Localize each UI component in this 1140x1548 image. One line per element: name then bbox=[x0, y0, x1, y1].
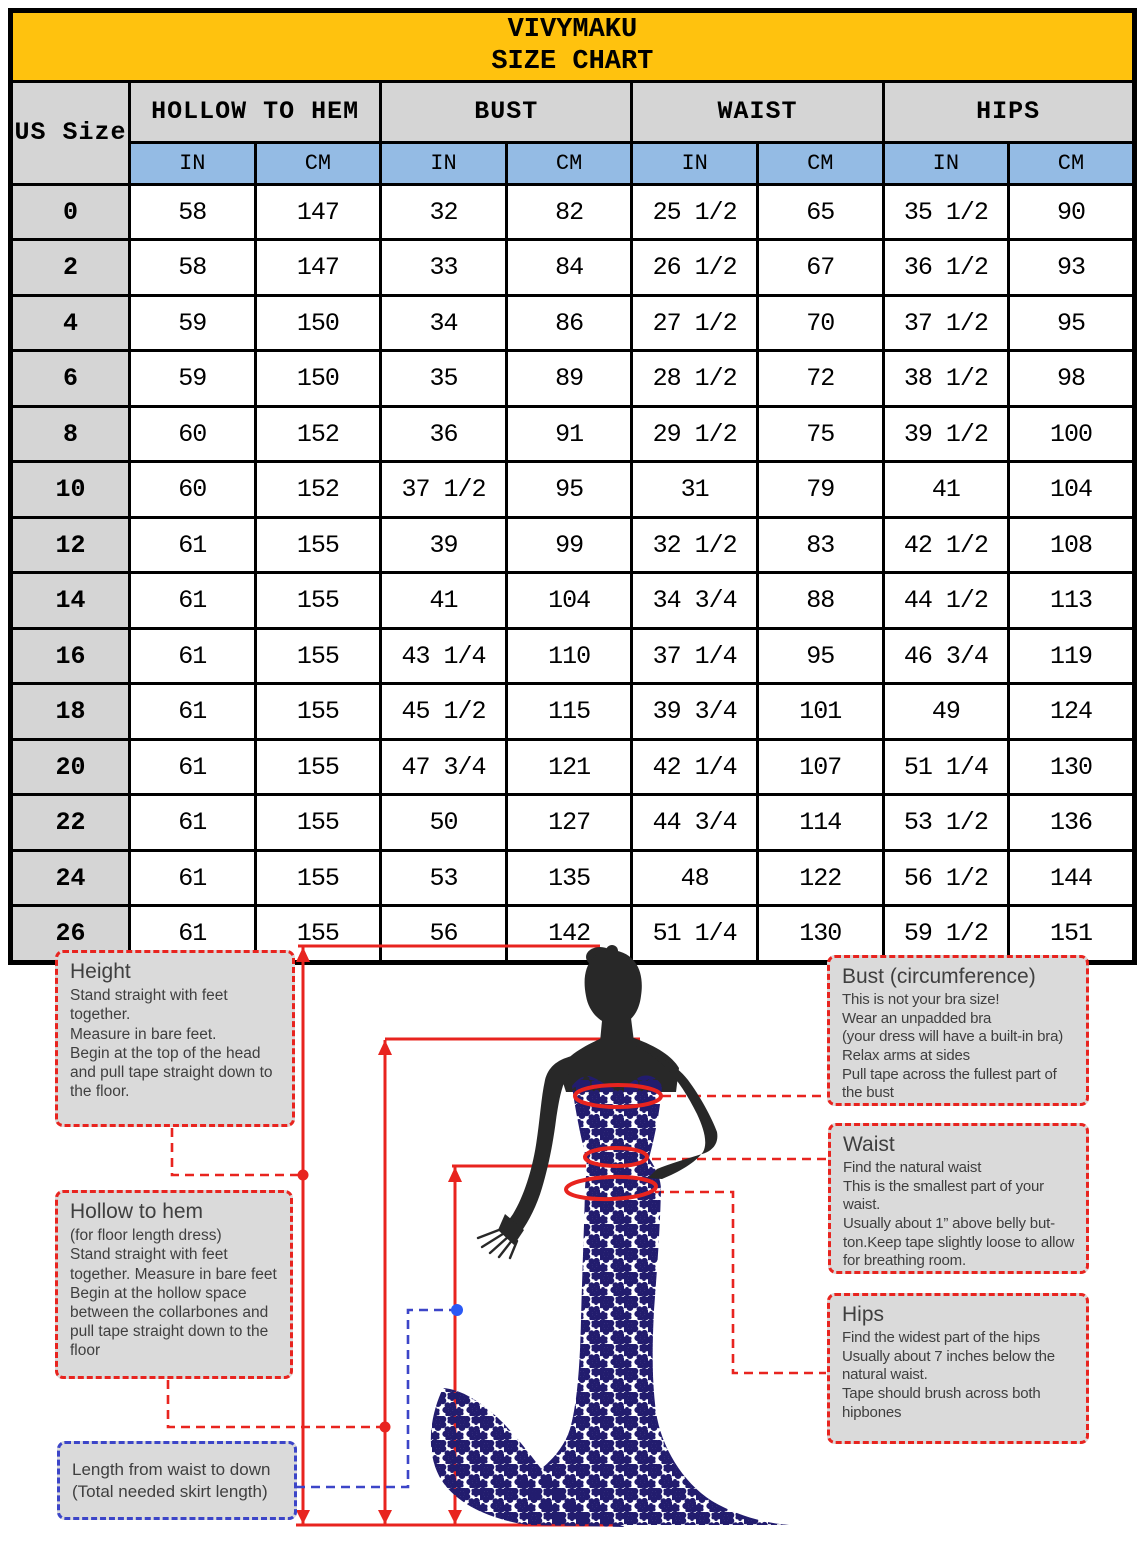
measurement-cell: 35 1/2 bbox=[883, 184, 1009, 240]
table-row bbox=[11, 406, 1135, 462]
brand-name: VIVYMAKU bbox=[507, 15, 638, 45]
us-size-cell: 26 bbox=[11, 906, 130, 963]
waist-line: Find the natural waist bbox=[843, 1159, 982, 1177]
measurement-cell: 147 bbox=[255, 240, 381, 296]
measurement-cell: 37 1/2 bbox=[381, 462, 507, 518]
height-line: Begin at the top of the head and pull tape straight down to the floor. bbox=[70, 1044, 273, 1101]
skirt-box-connector bbox=[296, 1310, 453, 1487]
measurement-cell: 36 bbox=[381, 406, 507, 462]
table-row bbox=[11, 739, 1135, 795]
measurement-cell: 56 bbox=[381, 906, 507, 963]
measurement-cell: 95 bbox=[506, 462, 632, 518]
measurement-cell: 104 bbox=[506, 573, 632, 629]
neck bbox=[600, 1010, 634, 1042]
unit-in: IN bbox=[883, 142, 1009, 184]
waist-callout bbox=[828, 1123, 1089, 1274]
table-row bbox=[11, 850, 1135, 906]
measurement-cell: 155 bbox=[255, 628, 381, 684]
measurement-cell: 53 bbox=[381, 850, 507, 906]
hollow-box-connector bbox=[168, 1380, 383, 1427]
measurement-cell: 152 bbox=[255, 462, 381, 518]
us-size-cell: 8 bbox=[11, 406, 130, 462]
measurement-cell: 88 bbox=[757, 573, 883, 629]
measurement-cell: 51 1/4 bbox=[883, 739, 1009, 795]
arrow-down-icon bbox=[378, 1510, 392, 1524]
left-arm bbox=[506, 1056, 572, 1232]
us-size-cell: 4 bbox=[11, 295, 130, 351]
us-size-header: US Size bbox=[11, 81, 130, 184]
us-size-cell: 12 bbox=[11, 517, 130, 573]
hollow-line: Stand straight with feet together. Measure in bare feet bbox=[70, 1246, 277, 1283]
us-size-cell: 6 bbox=[11, 351, 130, 407]
skirt-connector-dot bbox=[451, 1304, 463, 1316]
table-row bbox=[11, 628, 1135, 684]
measurement-cell: 110 bbox=[506, 628, 632, 684]
measurement-cell: 119 bbox=[1009, 628, 1135, 684]
measurement-cell: 27 1/2 bbox=[632, 295, 758, 351]
size-chart-table bbox=[8, 8, 1137, 965]
table-row bbox=[11, 295, 1135, 351]
measurement-cell: 150 bbox=[255, 351, 381, 407]
measurement-cell: 101 bbox=[757, 684, 883, 740]
unit-cm: CM bbox=[255, 142, 381, 184]
measurement-cell: 31 bbox=[632, 462, 758, 518]
measurement-cell: 46 3/4 bbox=[883, 628, 1009, 684]
measurement-cell: 43 1/4 bbox=[381, 628, 507, 684]
measurement-cell: 122 bbox=[757, 850, 883, 906]
measurement-cell: 100 bbox=[1009, 406, 1135, 462]
measurement-cell: 61 bbox=[130, 906, 256, 963]
arrow-down-icon bbox=[296, 1510, 310, 1524]
measurement-cell: 130 bbox=[1009, 739, 1135, 795]
waist-header: WAIST bbox=[632, 81, 883, 142]
bust-line: Pull tape across the fullest part of the bust bbox=[842, 1065, 1057, 1102]
measurement-cell: 61 bbox=[130, 795, 256, 851]
skirt-line: (Total needed skirt length) bbox=[72, 1482, 268, 1501]
measurement-cell: 70 bbox=[757, 295, 883, 351]
height-box-connector bbox=[172, 1128, 300, 1175]
measurement-cell: 48 bbox=[632, 850, 758, 906]
measurement-cell: 91 bbox=[506, 406, 632, 462]
measurement-cell: 50 bbox=[381, 795, 507, 851]
us-size-cell: 20 bbox=[11, 739, 130, 795]
measurement-cell: 151 bbox=[1009, 906, 1135, 963]
waist-title: Waist bbox=[843, 1133, 895, 1156]
measurement-cell: 67 bbox=[757, 240, 883, 296]
measurement-cell: 114 bbox=[757, 795, 883, 851]
measurement-cell: 61 bbox=[130, 628, 256, 684]
measurement-cell: 86 bbox=[506, 295, 632, 351]
measurement-cell: 38 1/2 bbox=[883, 351, 1009, 407]
bust-line: Relax arms at sides bbox=[842, 1046, 970, 1064]
measurement-cell: 42 1/4 bbox=[632, 739, 758, 795]
measurement-cell: 33 bbox=[381, 240, 507, 296]
hips-line: Find the widest part of the hips bbox=[842, 1329, 1040, 1347]
us-size-cell: 22 bbox=[11, 795, 130, 851]
measurement-cell: 37 1/4 bbox=[632, 628, 758, 684]
measurement-cell: 75 bbox=[757, 406, 883, 462]
measurement-cell: 107 bbox=[757, 739, 883, 795]
measurement-cell: 155 bbox=[255, 850, 381, 906]
measurement-cell: 136 bbox=[1009, 795, 1135, 851]
measurement-cell: 155 bbox=[255, 684, 381, 740]
waist-line: Usually about 1” above belly but-ton.Keep tape slightly loose to allow for breathing room. bbox=[843, 1214, 1075, 1270]
measurement-cell: 60 bbox=[130, 406, 256, 462]
measurement-cell: 53 1/2 bbox=[883, 795, 1009, 851]
hips-title: Hips bbox=[842, 1303, 885, 1326]
measurement-cell: 82 bbox=[506, 184, 632, 240]
measurement-cell: 155 bbox=[255, 517, 381, 573]
measurement-cell: 99 bbox=[506, 517, 632, 573]
measurement-cell: 58 bbox=[130, 184, 256, 240]
hips-line: Usually about 7 inches below the natural waist. bbox=[842, 1347, 1055, 1384]
measurement-cell: 45 1/2 bbox=[381, 684, 507, 740]
unit-in: IN bbox=[130, 142, 256, 184]
us-size-cell: 2 bbox=[11, 240, 130, 296]
measurement-cell: 135 bbox=[506, 850, 632, 906]
measurement-cell: 98 bbox=[1009, 351, 1135, 407]
unit-cm: CM bbox=[1009, 142, 1135, 184]
hollow-to-hem-header: HOLLOW TO HEM bbox=[130, 81, 381, 142]
measurement-cell: 61 bbox=[130, 739, 256, 795]
unit-cm: CM bbox=[757, 142, 883, 184]
bust-line: Wear an unpadded bra bbox=[842, 1009, 992, 1027]
us-size-cell: 0 bbox=[11, 184, 130, 240]
table-row bbox=[11, 351, 1135, 407]
measurement-cell: 41 bbox=[883, 462, 1009, 518]
us-size-cell: 10 bbox=[11, 462, 130, 518]
measurement-cell: 36 1/2 bbox=[883, 240, 1009, 296]
measurement-cell: 37 1/2 bbox=[883, 295, 1009, 351]
measurement-cell: 59 1/2 bbox=[883, 906, 1009, 963]
waist-line: This is the smallest part of your waist. bbox=[843, 1177, 1044, 1214]
size-chart bbox=[8, 8, 1132, 965]
hips-header: HIPS bbox=[883, 81, 1134, 142]
measurement-cell: 121 bbox=[506, 739, 632, 795]
measurement-cell: 51 1/4 bbox=[632, 906, 758, 963]
chart-subtitle: SIZE CHART bbox=[491, 47, 654, 78]
measurement-cell: 42 1/2 bbox=[883, 517, 1009, 573]
arrow-up-icon bbox=[378, 1040, 392, 1055]
measurement-cell: 79 bbox=[757, 462, 883, 518]
measurement-cell: 32 1/2 bbox=[632, 517, 758, 573]
measurement-cell: 83 bbox=[757, 517, 883, 573]
bust-header: BUST bbox=[381, 81, 632, 142]
table-row bbox=[11, 573, 1135, 629]
measurement-cell: 29 1/2 bbox=[632, 406, 758, 462]
table-row bbox=[11, 795, 1135, 851]
unit-in: IN bbox=[381, 142, 507, 184]
table-row bbox=[11, 684, 1135, 740]
bust-line: This is not your bra size! bbox=[842, 991, 1000, 1009]
measurement-cell: 32 bbox=[381, 184, 507, 240]
measurement-cell: 144 bbox=[1009, 850, 1135, 906]
us-size-cell: 16 bbox=[11, 628, 130, 684]
measurement-cell: 59 bbox=[130, 295, 256, 351]
measurement-cell: 61 bbox=[130, 517, 256, 573]
table-row bbox=[11, 240, 1135, 296]
measurement-cell: 155 bbox=[255, 573, 381, 629]
measurement-cell: 108 bbox=[1009, 517, 1135, 573]
hollow-to-hem-callout bbox=[55, 1190, 293, 1379]
unit-cm: CM bbox=[506, 142, 632, 184]
measurement-cell: 90 bbox=[1009, 184, 1135, 240]
measurement-cell: 47 3/4 bbox=[381, 739, 507, 795]
measurement-cell: 41 bbox=[381, 573, 507, 629]
height-callout bbox=[55, 950, 295, 1127]
us-size-cell: 24 bbox=[11, 850, 130, 906]
bust-callout bbox=[827, 955, 1089, 1106]
measurement-cell: 150 bbox=[255, 295, 381, 351]
measurement-cell: 34 bbox=[381, 295, 507, 351]
hollow-title: Hollow to hem bbox=[70, 1200, 204, 1223]
measurement-cell: 59 bbox=[130, 351, 256, 407]
bust-line: (your dress will have a built-in bra) bbox=[842, 1028, 1064, 1046]
measurement-cell: 44 1/2 bbox=[883, 573, 1009, 629]
height-line: Measure in bare feet. bbox=[70, 1025, 217, 1043]
height-title: Height bbox=[70, 960, 131, 983]
measurement-cell: 39 bbox=[381, 517, 507, 573]
table-title-row bbox=[11, 11, 1135, 82]
measurement-cell: 61 bbox=[130, 573, 256, 629]
measurement-cell: 44 3/4 bbox=[632, 795, 758, 851]
measurement-cell: 39 1/2 bbox=[883, 406, 1009, 462]
us-size-cell: 18 bbox=[11, 684, 130, 740]
us-size-cell: 14 bbox=[11, 573, 130, 629]
measurement-cell: 49 bbox=[883, 684, 1009, 740]
table-row bbox=[11, 184, 1135, 240]
measurement-cell: 26 1/2 bbox=[632, 240, 758, 296]
measurement-cell: 142 bbox=[506, 906, 632, 963]
size-table-body bbox=[11, 184, 1135, 962]
dress bbox=[431, 1075, 789, 1527]
arrow-down-icon bbox=[448, 1510, 462, 1524]
table-row bbox=[11, 462, 1135, 518]
measurement-cell: 56 1/2 bbox=[883, 850, 1009, 906]
measurement-cell: 104 bbox=[1009, 462, 1135, 518]
arrow-up-icon bbox=[296, 947, 310, 962]
measurement-cell: 147 bbox=[255, 184, 381, 240]
hollow-connector-dot bbox=[380, 1422, 391, 1433]
hips-line: Tape should brush across both hipbones bbox=[842, 1384, 1041, 1421]
measurement-cell: 155 bbox=[255, 795, 381, 851]
skirt-line: Length from waist to down bbox=[72, 1459, 271, 1479]
skirt-length-callout bbox=[57, 1441, 297, 1520]
measurement-cell: 25 1/2 bbox=[632, 184, 758, 240]
measurement-cell: 152 bbox=[255, 406, 381, 462]
measurement-cell: 130 bbox=[757, 906, 883, 963]
measurement-cell: 61 bbox=[130, 684, 256, 740]
unit-in: IN bbox=[632, 142, 758, 184]
measurement-cell: 34 3/4 bbox=[632, 573, 758, 629]
measurement-cell: 95 bbox=[1009, 295, 1135, 351]
table-row bbox=[11, 517, 1135, 573]
unit-header-row bbox=[11, 142, 1135, 184]
measurement-cell: 93 bbox=[1009, 240, 1135, 296]
measurement-cell: 89 bbox=[506, 351, 632, 407]
measurement-cell: 115 bbox=[506, 684, 632, 740]
hips-callout bbox=[827, 1293, 1089, 1444]
measurement-cell: 58 bbox=[130, 240, 256, 296]
height-line: Stand straight with feet together. bbox=[70, 987, 228, 1024]
measurement-cell: 72 bbox=[757, 351, 883, 407]
measurement-cell: 124 bbox=[1009, 684, 1135, 740]
measurement-cell: 35 bbox=[381, 351, 507, 407]
measurement-cell: 84 bbox=[506, 240, 632, 296]
measurement-cell: 39 3/4 bbox=[632, 684, 758, 740]
arrow-up-icon bbox=[448, 1167, 462, 1182]
measurement-cell: 127 bbox=[506, 795, 632, 851]
measurement-cell: 28 1/2 bbox=[632, 351, 758, 407]
measurement-cell: 60 bbox=[130, 462, 256, 518]
measurement-cell: 113 bbox=[1009, 573, 1135, 629]
hollow-line: (for floor length dress) bbox=[70, 1227, 222, 1245]
measurement-cell: 155 bbox=[255, 739, 381, 795]
bust-title: Bust (circumference) bbox=[842, 965, 1036, 988]
hollow-line: Begin at the hollow space between the collarbones and pull tape straight down to the floor bbox=[70, 1284, 269, 1360]
chart-title bbox=[11, 11, 1135, 82]
group-header-row bbox=[11, 81, 1135, 142]
height-connector-dot bbox=[298, 1170, 309, 1181]
measurement-cell: 65 bbox=[757, 184, 883, 240]
measurement-cell: 61 bbox=[130, 850, 256, 906]
measurement-cell: 95 bbox=[757, 628, 883, 684]
hips-box-connector bbox=[655, 1192, 826, 1373]
measurement-cell: 155 bbox=[255, 906, 381, 963]
